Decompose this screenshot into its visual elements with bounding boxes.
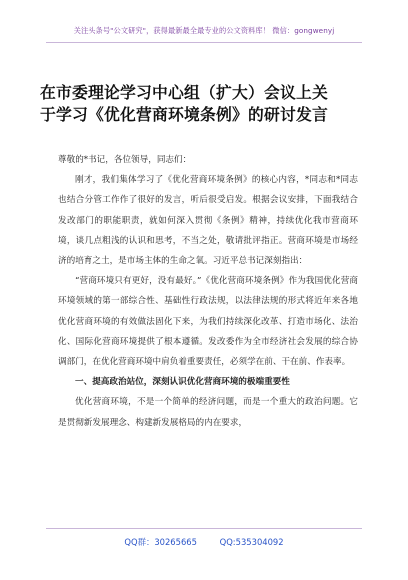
- document-body: [58, 150, 358, 433]
- footer-qq: QQ:535304092: [219, 537, 284, 547]
- paragraph-1: 刚才，我们集体学习了《优化营商环境条例》的核心内容，*同志和*同志也结合分管工作作了很好的发言，听后很受启发。根据会议安排，下面我结合发改部门的职能职责，就如何深入贯彻《条例》精神，持续优化我市营商环境，谈几点粗浅的认识和思考，不当之处，敬请批评指正。营商环境是市场经济的培育之土，是市场主体的生命之氧。习近平总书记深刻指出：: [58, 175, 358, 267]
- footer-qq-group: QQ群：30265665: [124, 537, 197, 547]
- footer-divider: [46, 528, 362, 529]
- title-line-2: 于学习《优化营商环境条例》的研讨发言: [40, 105, 328, 124]
- header-divider: [46, 42, 362, 43]
- paragraph-3: 优化营商环境，不是一个简单的经济问题，而是一个重大的政治问题。它是贯彻新发展理念、构建新发展格局的内在要求，: [58, 397, 358, 428]
- footer: [0, 536, 408, 548]
- header-note: 关注头条号"公文研究"，获得最新最全最专业的公文资料库！ 微信：gongwenyj: [73, 26, 335, 35]
- paragraph-2: “营商环境只有更好，没有最好。”《优化营商环境条例》作为我国优化营商环境领域的第一部综合性、基础性行政法规，以法律法规的形式将近年来各地优化营商环境的有效做法固化下来，为我们持续深化改革、打造市场化、法治化、国际化营商环境提供了根本遵循。发改委作为全市经济社会发展的综合协调部门，在优化营商环境中肩负着重要责任，必须学在前、干在前、作表率。: [58, 276, 358, 368]
- title-line-1: 在市委理论学习中心组（扩大）会议上关: [40, 83, 328, 102]
- salutation: 尊敬的*书记，各位领导，同志们：: [58, 155, 192, 165]
- section-heading-1: 一、提高政治站位，深刻认识优化营商环境的极端重要性: [75, 377, 290, 388]
- document-title: [40, 82, 368, 126]
